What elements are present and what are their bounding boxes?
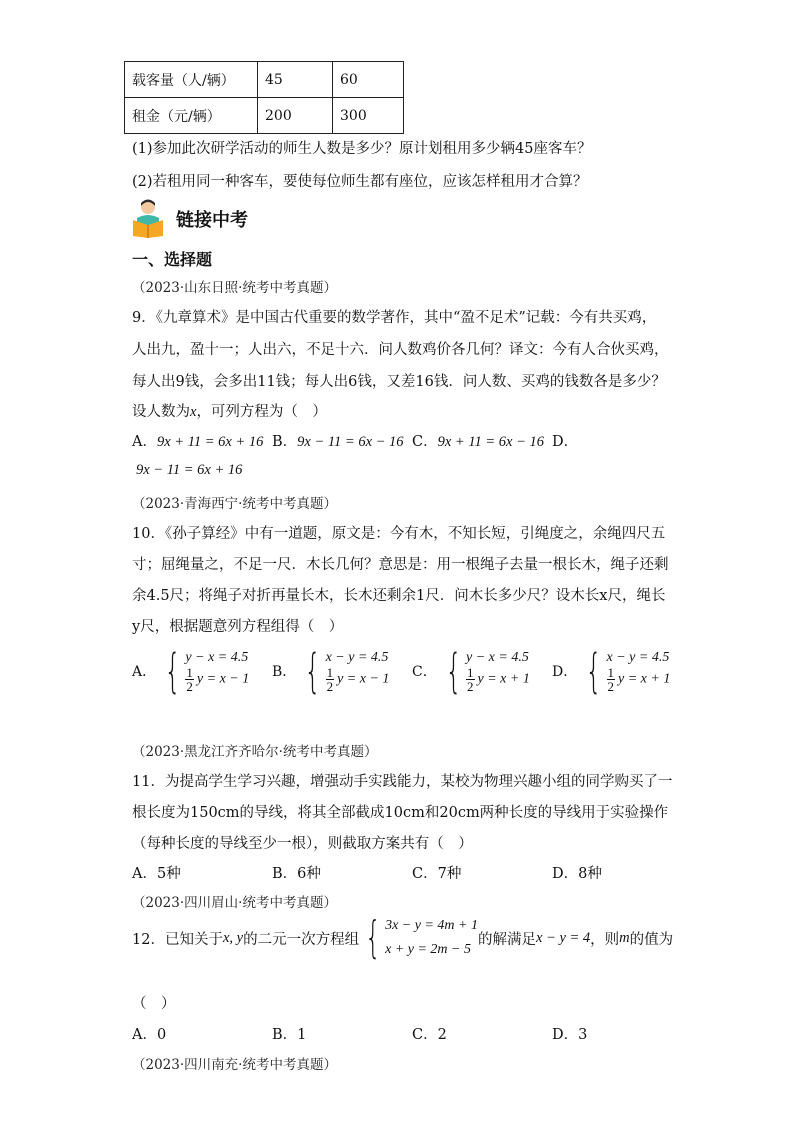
q9-option-b: B．9x − 11 = 6x − 16 — [272, 434, 404, 450]
q9-option-d-expr: 9x − 11 = 6x + 16 — [136, 462, 243, 478]
choice-heading: 一、选择题 — [132, 250, 213, 269]
q12-option-a: A．0 — [132, 1027, 167, 1043]
q10-line: 余4.5尺；将绳子对折再量长木，长木还剩余1尺．问木长多少尺？设木长x尺，绳长 — [132, 588, 666, 604]
q13-source: （2023·四川南充·统考中考真题） — [132, 1057, 337, 1073]
q9-source: （2023·山东日照·统考中考真题） — [132, 280, 337, 296]
sub-question-2: (2)若租用同一种客车，要使每位师生都有座位，应该怎样租用才合算？ — [132, 174, 588, 190]
q10-source: （2023·青海西宁·统考中考真题） — [132, 496, 337, 512]
q11-line: 11．为提高学生学习兴趣，增强动手实践能力，某校为物理兴趣小组的同学购买了一 — [132, 774, 673, 790]
table-row — [125, 62, 404, 98]
q9-line: 人出九，盈十一；人出六，不足十六．问人数鸡价各几何？译文：今有人合伙买鸡， — [132, 342, 669, 358]
q9-option-c: C．9x + 11 = 6x − 16 — [412, 434, 545, 450]
sub-question-1: (1)参加此次研学活动的师生人数是多少？原计划租用多少辆45座客车？ — [132, 141, 592, 157]
q9-line: 9．《九章算术》是中国古代重要的数学著作，其中“盈不足术”记载：今有共买鸡， — [132, 310, 657, 326]
q12-option-c: C．2 — [412, 1027, 447, 1043]
student-reading-book-icon — [130, 198, 166, 238]
table-cell: 60 — [333, 62, 404, 98]
q9-option-a: A．9x + 11 = 6x + 16 — [132, 434, 264, 450]
q12-option-d: D．3 — [552, 1027, 588, 1043]
q11-option-a: A．5种 — [132, 866, 181, 882]
q11-option-c: C．7种 — [412, 866, 462, 882]
table-cell: 300 — [333, 98, 404, 134]
q11-option-d: D．8种 — [552, 866, 602, 882]
q11-line: （每种长度的导线至少一根），则截取方案共有（ ） — [132, 836, 473, 852]
q12-source: （2023·四川眉山·统考中考真题） — [132, 895, 337, 911]
section-title: 链接中考 — [176, 210, 248, 231]
table-cell: 租金（元/辆） — [125, 98, 258, 134]
q11-line: 根长度为150cm的导线，将其全部截成10cm和20cm两种长度的导线用于实验操作 — [132, 805, 669, 821]
q10-line: 10．《孙子算经》中有一道题，原文是：今有木，不知长短，引绳度之，余绳四尺五 — [132, 526, 666, 542]
q10-option-a: A． { y − x = 4.5 $\frac{1}{2}$ y = x − 1 — [132, 644, 250, 698]
q10-option-c: C． { y − x = 4.5 $\frac{1}{2}$ y = x + 1 — [412, 644, 530, 698]
table-cell: 45 — [258, 62, 333, 98]
q9-line: 每人出9钱，会多出11钱；每人出6钱，又差16钱．问人数、买鸡的钱数各是多少？ — [132, 374, 666, 390]
q12-blank: （ ） — [132, 996, 176, 1012]
q10-option-b: B． { x − y = 4.5 $\frac{1}{2}$ y = x − 1 — [272, 644, 390, 698]
rental-table — [124, 61, 404, 134]
q9-option-d-label: D． — [552, 434, 579, 450]
q12-line: 12．已知关于 x, y 的二元一次方程组 { 3x − y = 4m + 1 x + y = 2m − 5 的解满足 x − y = 4 ，则 m 的值为 — [132, 912, 674, 963]
q12-option-b: B．1 — [272, 1027, 307, 1043]
q11-option-b: B．6种 — [272, 866, 321, 882]
q11-source: （2023·黑龙江齐齐哈尔·统考中考真题） — [132, 744, 378, 760]
q9-line: 设人数为x，可列方程为（ ） — [132, 404, 327, 420]
table-row — [125, 98, 404, 134]
table-cell: 200 — [258, 98, 333, 134]
q10-line: y尺，根据题意列方程组得（ ） — [132, 619, 344, 635]
q10-line: 寸；屈绳量之，不足一尺．木长几何？意思是：用一根绳子去量一根长木，绳子还剩 — [132, 557, 669, 573]
q10-option-d: D． { x − y = 4.5 $\frac{1}{2}$ y = x + 1 — [552, 644, 671, 698]
table-cell: 载客量（人/辆） — [125, 62, 258, 98]
